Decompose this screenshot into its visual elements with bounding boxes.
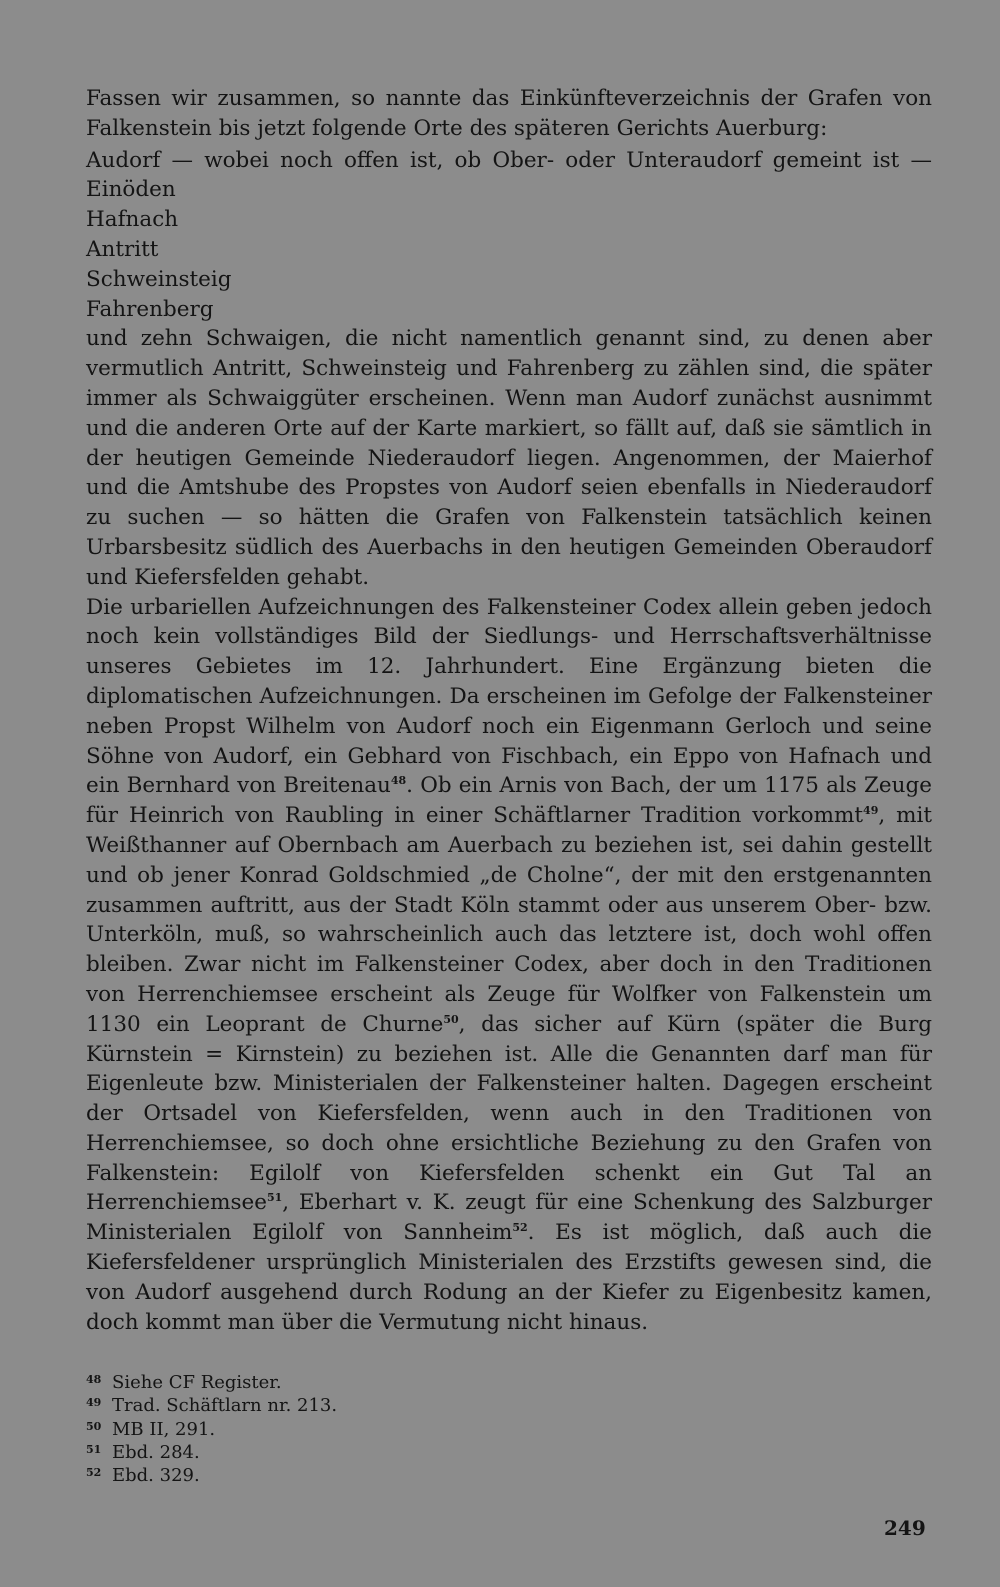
- footnote: [86, 1417, 586, 1440]
- footnote: [86, 1370, 586, 1393]
- paragraph-text: , mit Weißthanner auf Obernbach am Auerbach zu beziehen ist, sei dahin gestellt und ob jener Konrad Goldschmied „de Cholne“, der mit den erstgenannten zusammen auftritt, aus der Stadt Köln stammt oder aus unserem Ober- bzw. Unterköln, muß, so wahrscheinlich auch das letztere ist, doch wohl offen bleiben. Zwar nicht im Falkensteiner Codex, aber doch in den Traditionen von Herrenchiemsee erscheint als Zeuge für Wolfker von Falkenstein um 1130 ein Leoprant de Churne: [86, 803, 932, 1037]
- paragraph-text: , Eberhart v. K. zeugt für eine Schenkung des Salzburger Ministerialen Egilolf von Sannheim: [86, 1190, 932, 1246]
- footnote-text: Ebd. 284.: [112, 1441, 200, 1463]
- body-text: [86, 84, 932, 1337]
- footnote: [86, 1440, 586, 1463]
- paragraph-text: , das sicher auf Kürn (später die Burg Kürnstein = Kirnstein) zu beziehen ist. Alle die Genannten darf man für Eigenleute bzw. Ministerialen der Falkensteiner halten. Dagegen erscheint der Ortsadel von Kiefersfelden, wenn auch in den Traditionen von Herrenchiemsee, so doch ohne ersichtliche Beziehung zu den Grafen von Falkenstein: Egilolf von Kiefersfelden schenkt ein Gut Tal an Herrenchiemsee: [86, 1011, 932, 1216]
- place-list-item: Antritt: [86, 236, 159, 262]
- footnote: [86, 1463, 586, 1486]
- paragraph-text: . Es ist möglich, daß auch die Kiefersfeldener ursprünglich Ministerialen des Erzstifts gewesen sind, die von Audorf ausgehend durch Rodung an der Kiefer zu Eigenbesitz kamen, doch kommt man über die Vermutung nicht hinaus.: [86, 1220, 933, 1335]
- footnotes: [86, 1370, 586, 1486]
- footnote-ref: 48: [390, 774, 407, 788]
- place-list: [86, 146, 932, 325]
- footnote-number: 51: [86, 1442, 102, 1456]
- place-list-item: Einöden: [86, 177, 176, 203]
- paragraph-text: Die urbariellen Aufzeichnungen des Falkensteiner Codex allein geben jedoch noch kein vollständiges Bild der Siedlungs- und Herrschaftsverhältnisse unseres Gebietes im 12. Jahrhundert. Eine Ergänzung bieten die diplomatischen Aufzeichnungen. Da erscheinen im Gefolge der Falkensteiner neben Propst Wilhelm von Audorf noch ein Eigenmann Gerloch und seine Söhne von Audorf, ein Gebhard von Fischbach, ein Eppo von Hafnach und ein Bernhard von Breitenau: [86, 594, 932, 799]
- footnote-ref: 50: [443, 1012, 459, 1026]
- footnote: [86, 1393, 586, 1416]
- place-list-item: Hafnach: [86, 207, 179, 233]
- place-list-item: Audorf — wobei noch offen ist, ob Ober- oder Unteraudorf gemeint ist —: [86, 147, 932, 173]
- intro-paragraph: Fassen wir zusammen, so nannte das Einkünfteverzeichnis der Grafen von Falkenstein bis jetzt folgende Orte des späteren Gerichts Auerburg:: [86, 86, 932, 141]
- place-list-item: Fahrenberg: [86, 296, 214, 322]
- footnote-number: 52: [86, 1466, 102, 1480]
- paragraph-text: . Ob ein Arnis von Bach, der um 1175 als Zeuge für Heinrich von Raubling in einer Schäftlarner Tradition vorkommt: [86, 773, 932, 829]
- place-list-item: Schweinsteig: [86, 266, 232, 292]
- footnote-number: 48: [86, 1373, 102, 1386]
- footnote-text: MB II, 291.: [112, 1418, 216, 1440]
- paragraph-schwaigen: und zehn Schwaigen, die nicht namentlich genannt sind, zu denen aber vermutlich Antritt, Schweinsteig und Fahrenberg zu zählen sind, die später immer als Schwaiggüter erscheinen. Wenn man Audorf zunächst ausnimmt und die anderen Orte auf der Karte markiert, so fällt auf, daß sie sämtlich in der heutigen Gemeinde Niederaudorf liegen. Angenommen, der Maierhof und die Amtshube des Propstes von Audorf seien ebenfalls in Niederaudorf zu suchen — so hätten die Grafen von Falkenstein tatsächlich keinen Urbarsbesitz südlich des Auerbachs in den heutigen Gemeinden Oberaudorf und Kiefersfelden gehabt.: [86, 326, 932, 590]
- page-number: 249: [884, 1516, 926, 1540]
- footnote-ref: 52: [512, 1221, 528, 1235]
- footnote-number: 50: [86, 1419, 102, 1433]
- footnote-ref: 49: [863, 803, 879, 817]
- footnote-number: 49: [86, 1396, 102, 1410]
- footnote-text: Siehe CF Register.: [112, 1372, 282, 1393]
- footnote-text: Trad. Schäftlarn nr. 213.: [112, 1395, 338, 1417]
- footnote-ref: 51: [266, 1191, 283, 1205]
- paragraph-codex: [86, 593, 932, 1338]
- footnote-text: Ebd. 329.: [112, 1465, 200, 1487]
